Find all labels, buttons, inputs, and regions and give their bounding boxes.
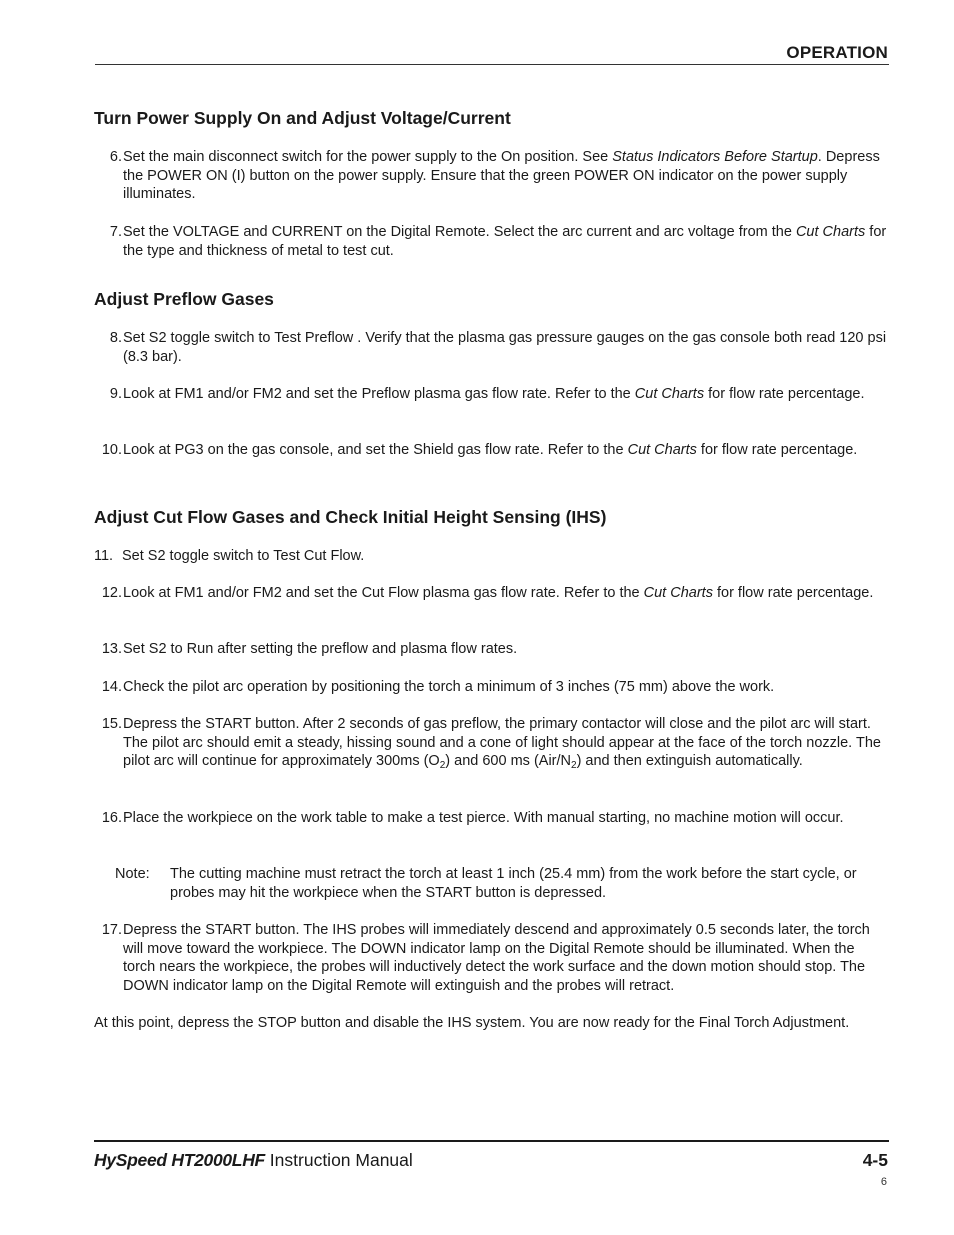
- step-7: [94, 223, 890, 260]
- step-number: 17.: [101, 922, 122, 938]
- section-heading-preflow: Adjust Preflow Gases: [94, 289, 274, 309]
- footer-manual-title: [94, 1150, 413, 1171]
- step-text: Depress the START button. The IHS probes will immediately descend and approximately 0.5 seconds later, the torch will move toward the workpiece. The DOWN indicator lamp on the Digital Remote should be illuminated. When the torch nears the workpiece, the probes will inductively detect the work surface and the down motion should stop. The DOWN indicator lamp on the Digital Remote will extinguish and the probes will retract.: [123, 922, 870, 995]
- step-text: for flow rate percentage.: [696, 442, 858, 458]
- step-text: for the type and thickness of metal to test cut.: [123, 224, 887, 259]
- section-heading-cutflow: Adjust Cut Flow Gases and Check Initial Height Sensing (IHS): [94, 507, 607, 527]
- step-12: [94, 584, 890, 603]
- step-text: ) and 600 ms (Air/N: [445, 753, 571, 770]
- footer-rule: [94, 1140, 889, 1142]
- note-label: Note:: [115, 866, 150, 882]
- step-17: [94, 921, 890, 996]
- step-text: Set S2 toggle switch to Test Preflow . Verify that the plasma gas pressure gauges on the gas console both read 120 psi (8.3 bar).: [123, 330, 887, 365]
- step-text: Depress the START button. After 2 seconds of gas preflow, the primary contactor will close and the pilot arc will start. The pilot arc should emit a steady, hissing sound and a cone of light should appear at the face of the torch nozzle. The pilot arc will continue for approximately 300ms (O: [123, 716, 881, 770]
- step-number: 11.: [94, 548, 114, 564]
- step-text: Set the VOLTAGE and CURRENT on the Digital Remote. Select the arc current and arc voltage from the: [123, 224, 796, 240]
- step-10: [94, 441, 890, 460]
- step-number: 6.: [109, 149, 122, 165]
- step-text: Set S2 toggle switch to Test Cut Flow.: [122, 548, 365, 564]
- step-number: 8.: [109, 330, 122, 346]
- step-text: for flow rate percentage.: [712, 585, 874, 601]
- step-text: Look at PG3 on the gas console, and set the Shield gas flow rate. Refer to the: [123, 442, 628, 458]
- step-text: Look at FM1 and/or FM2 and set the Cut Flow plasma gas flow rate. Refer to the: [123, 585, 644, 601]
- footer-brand: HySpeed HT2000LHF: [94, 1150, 265, 1170]
- step-text: Set S2 to Run after setting the preflow and plasma flow rates.: [123, 641, 518, 657]
- step-14: [94, 678, 890, 697]
- step-6: [94, 148, 890, 204]
- step-number: 12.: [101, 585, 122, 601]
- step-9: [94, 385, 890, 404]
- step-number: 10.: [101, 442, 122, 458]
- step-number: 13.: [101, 641, 122, 657]
- section-heading-power: Turn Power Supply On and Adjust Voltage/Current: [94, 108, 511, 128]
- header-section-title: OPERATION: [786, 43, 888, 62]
- step-number: 15.: [101, 716, 122, 732]
- subscript: 2: [571, 760, 577, 772]
- reference-link: Cut Charts: [627, 442, 697, 458]
- reference-link: Cut Charts: [795, 224, 866, 240]
- subscript: 2: [439, 760, 446, 772]
- step-number: 16.: [101, 810, 122, 826]
- footer-manual-label: Instruction Manual: [264, 1150, 413, 1170]
- note-block: [115, 865, 875, 902]
- reference-link: Cut Charts: [643, 585, 713, 601]
- step-number: 14.: [101, 679, 122, 695]
- step-text: ) and then extinguish automatically.: [576, 753, 803, 770]
- step-text: Place the workpiece on the work table to make a test pierce. With manual starting, no machine motion will occur.: [123, 810, 844, 826]
- step-text: . Depress the POWER ON (I) button on the power supply. Ensure that the green POWER ON indicator on the power supply illuminates.: [123, 149, 880, 203]
- step-16: [94, 809, 890, 828]
- page-number: 4-5: [862, 1150, 888, 1170]
- step-8: [94, 329, 890, 366]
- step-11: [94, 547, 890, 566]
- step-text: Check the pilot arc operation by positioning the torch a minimum of 3 inches (75 mm) above the work.: [123, 679, 775, 695]
- header-rule: [95, 64, 889, 65]
- reference-link: Cut Charts: [634, 386, 705, 402]
- closing-paragraph: At this point, depress the STOP button and disable the IHS system. You are now ready for the Final Torch Adjustment.: [94, 1015, 850, 1031]
- step-text: for flow rate percentage.: [704, 386, 865, 402]
- note-text: The cutting machine must retract the torch at least 1 inch (25.4 mm) from the work before the start cycle, or probes may hit the workpiece when the START button is depressed.: [170, 866, 857, 901]
- step-text: Set the main disconnect switch for the power supply to the On position. See: [123, 149, 613, 165]
- step-text: Look at FM1 and/or FM2 and set the Preflow plasma gas flow rate. Refer to the: [123, 386, 635, 402]
- page-index: 6: [880, 1176, 887, 1188]
- step-number: 7.: [109, 224, 122, 240]
- step-13: [94, 640, 890, 659]
- step-15: [94, 715, 890, 771]
- reference-link: Status Indicators Before Startup: [612, 149, 818, 165]
- step-number: 9.: [109, 386, 122, 402]
